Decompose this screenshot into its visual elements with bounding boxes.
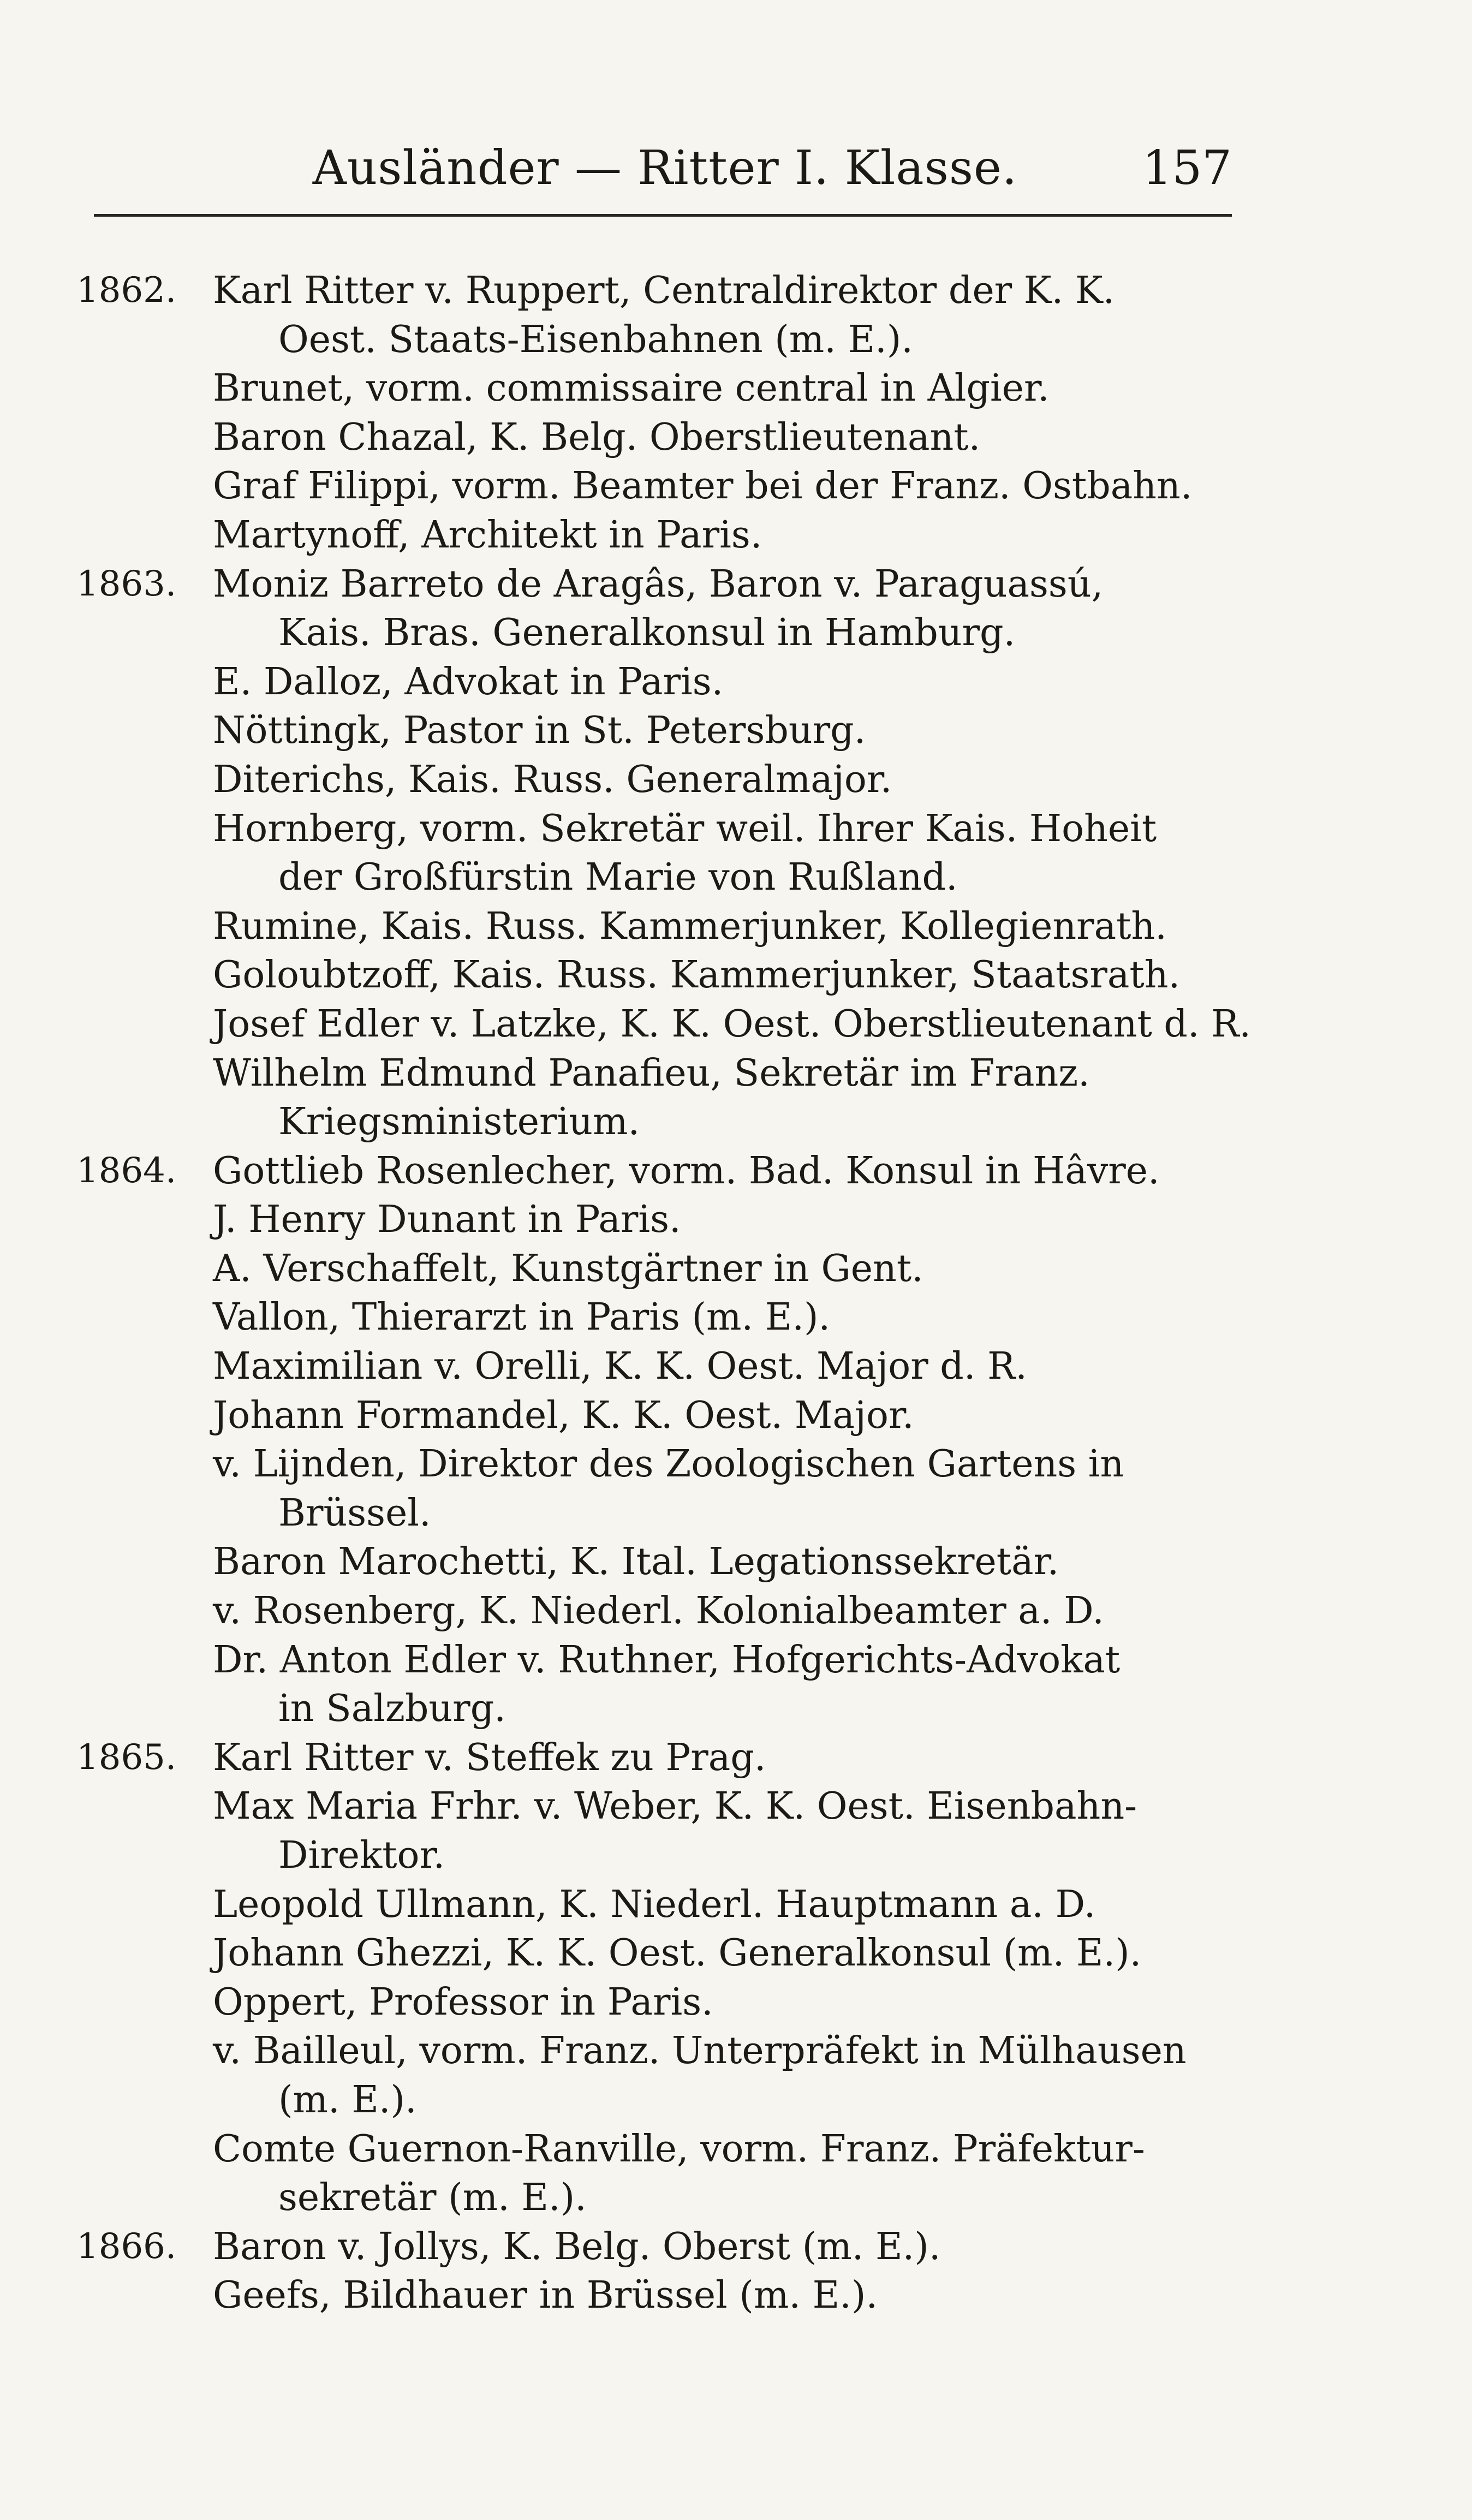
list-line — [0, 1489, 1472, 1538]
entry-text: Goloubtzoff, Kais. Russ. Kammerjunker, Staatsrath. — [213, 954, 1181, 997]
list-line — [0, 462, 1472, 511]
entry-text: Geefs, Bildhauer in Brüssel (m. E.). — [213, 2274, 878, 2318]
list-line — [0, 853, 1472, 902]
entry-text: Oppert, Professor in Paris. — [213, 1980, 713, 2024]
list-line — [0, 951, 1472, 1000]
list-line — [0, 1440, 1472, 1489]
entry-text: v. Lijnden, Direktor des Zoologischen Gartens in — [213, 1443, 1124, 1486]
entry-text: Diterichs, Kais. Russ. Generalmajor. — [213, 758, 892, 801]
list-line — [0, 2125, 1472, 2174]
list-line — [0, 1880, 1472, 1929]
entry-text: Baron Marochetti, K. Ital. Legationssekretär. — [213, 1540, 1059, 1584]
entry-text: (m. E.). — [278, 2078, 417, 2122]
entry-text: Johann Formandel, K. K. Oest. Major. — [213, 1393, 914, 1437]
header-rule — [94, 214, 1232, 217]
list-line — [0, 364, 1472, 413]
entry-text: Max Maria Frhr. v. Weber, K. K. Oest. Eisenbahn- — [213, 1785, 1137, 1828]
entry-text: in Salzburg. — [278, 1687, 506, 1731]
list-line — [0, 560, 1472, 609]
list-line — [0, 2027, 1472, 2076]
list-line — [0, 1538, 1472, 1587]
list-line — [0, 413, 1472, 462]
entry-text: Direktor. — [278, 1834, 445, 1877]
list-line — [0, 1587, 1472, 1636]
entry-text: Gottlieb Rosenlecher, vorm. Bad. Konsul in Hâvre. — [213, 1149, 1160, 1193]
entry-text: Brunet, vorm. commissaire central in Algier. — [213, 367, 1050, 410]
list-line — [0, 511, 1472, 560]
list-line — [0, 1098, 1472, 1147]
list-line — [0, 315, 1472, 365]
list-line — [0, 1049, 1472, 1098]
entry-text: A. Verschaffelt, Kunstgärtner in Gent. — [213, 1247, 923, 1290]
list-line — [0, 1293, 1472, 1342]
entry-text: Kais. Bras. Generalkonsul in Hamburg. — [278, 611, 1016, 655]
entry-text: Josef Edler v. Latzke, K. K. Oest. Oberstlieutenant d. R. — [213, 1002, 1252, 1046]
entry-text: Baron Chazal, K. Belg. Oberstlieutenant. — [213, 415, 981, 459]
list-line — [0, 2076, 1472, 2125]
entry-text: sekretär (m. E.). — [278, 2176, 587, 2220]
list-line — [0, 609, 1472, 658]
year-label: 1864. — [76, 1150, 177, 1191]
entry-text: der Großfürstin Marie von Rußland. — [278, 856, 958, 899]
list-line — [0, 658, 1472, 707]
entry-text: Hornberg, vorm. Sekretär weil. Ihrer Kais. Hoheit — [213, 807, 1157, 850]
year-label: 1865. — [76, 1737, 177, 1778]
entry-text: Maximilian v. Orelli, K. K. Oest. Major d. R. — [213, 1345, 1027, 1389]
list-line — [0, 266, 1472, 315]
list-line — [0, 805, 1472, 854]
list-line — [0, 1684, 1472, 1733]
entry-text: Comte Guernon-Ranville, vorm. Franz. Präfektur- — [213, 2127, 1145, 2171]
list-line — [0, 1782, 1472, 1831]
entry-text: Leopold Ullmann, K. Niederl. Hauptmann a. D. — [213, 1882, 1096, 1926]
entry-text: v. Bailleul, vorm. Franz. Unterpräfekt in Mülhausen — [213, 2029, 1187, 2073]
page-header — [98, 135, 1232, 206]
list-line — [0, 1147, 1472, 1196]
list-line — [0, 902, 1472, 951]
list-line — [0, 2271, 1472, 2320]
list-line — [0, 2223, 1472, 2272]
list-line — [0, 1244, 1472, 1294]
list-line — [0, 1391, 1472, 1440]
list-line — [0, 1342, 1472, 1391]
list-line — [0, 706, 1472, 755]
list-line — [0, 1733, 1472, 1783]
year-label: 1863. — [76, 563, 177, 604]
entry-text: Baron v. Jollys, K. Belg. Oberst (m. E.). — [213, 2225, 941, 2268]
entry-text: Oest. Staats-Eisenbahnen (m. E.). — [278, 318, 913, 361]
entry-text: Vallon, Thierarzt in Paris (m. E.). — [213, 1296, 831, 1339]
list-line — [0, 1636, 1472, 1685]
entry-text: Karl Ritter v. Steffek zu Prag. — [213, 1736, 766, 1779]
list-line — [0, 755, 1472, 805]
entry-text: Nöttingk, Pastor in St. Petersburg. — [213, 709, 866, 753]
entry-text: E. Dalloz, Advokat in Paris. — [213, 660, 724, 704]
year-label: 1862. — [76, 270, 177, 311]
list-line — [0, 2173, 1472, 2223]
running-title: Ausländer — Ritter I. Klasse. — [312, 141, 1018, 195]
entry-text: Johann Ghezzi, K. K. Oest. Generalkonsul (m. E.). — [213, 1932, 1142, 1975]
list-line — [0, 1978, 1472, 2027]
entry-text: Brüssel. — [278, 1491, 431, 1535]
list-line — [0, 1929, 1472, 1978]
honors-list — [0, 266, 1472, 2320]
year-label: 1866. — [76, 2226, 177, 2267]
entry-text: Dr. Anton Edler v. Ruthner, Hofgerichts-Advokat — [213, 1638, 1121, 1682]
entry-text: v. Rosenberg, K. Niederl. Kolonialbeamter a. D. — [213, 1589, 1104, 1633]
entry-text: Martynoff, Architekt in Paris. — [213, 513, 762, 557]
page-number: 157 — [1142, 141, 1232, 195]
entry-text: Graf Filippi, vorm. Beamter bei der Franz. Ostbahn. — [213, 464, 1193, 508]
entry-text: Rumine, Kais. Russ. Kammerjunker, Kollegienrath. — [213, 904, 1167, 948]
entry-text: Moniz Barreto de Aragâs, Baron v. Paraguassú, — [213, 562, 1104, 606]
list-line — [0, 1831, 1472, 1880]
entry-text: J. Henry Dunant in Paris. — [213, 1198, 681, 1242]
entry-text: Karl Ritter v. Ruppert, Centraldirektor der K. K. — [213, 269, 1115, 312]
entry-text: Wilhelm Edmund Panafieu, Sekretär im Franz. — [213, 1051, 1090, 1095]
list-line — [0, 1000, 1472, 1049]
entry-text: Kriegsministerium. — [278, 1100, 640, 1144]
list-line — [0, 1195, 1472, 1244]
